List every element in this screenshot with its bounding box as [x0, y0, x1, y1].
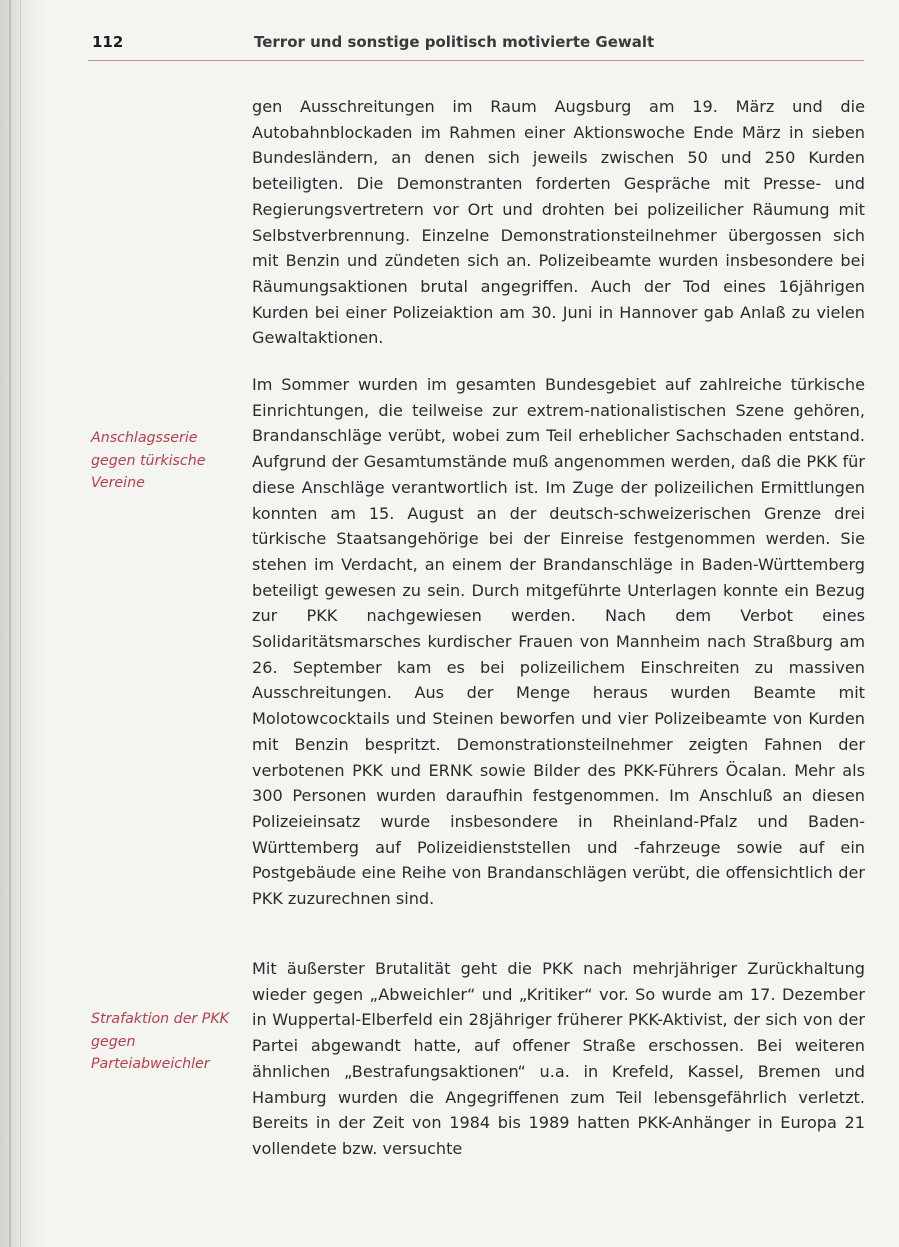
- paragraph: gen Ausschreitungen im Raum Augsburg am 19. März und die Autobahnblockaden im Rahmen einer Aktionswoche Ende März in sieben Bundesländern, an denen sich jeweils zwischen 50 und 250 Kurden beteiligten. Die Demonstranten forderten Gespräche mit Presse- und Regierungsvertretern vor Ort und drohten bei polizeilicher Räumung mit Selbstverbrennung. Einzelne Demonstrationsteilnehmer übergossen sich mit Benzin und zündeten sich an. Polizeibeamte wurden insbesondere bei Räumungsaktionen brutal angegriffen. Auch der Tod eines 16jährigen Kurden bei einer Polizeiaktion am 30. Juni in Hannover gab Anlaß zu vielen Gewaltaktionen.: [252, 97, 865, 348]
- spine-edge-line: [20, 0, 21, 1247]
- paragraph: Mit äußerster Brutalität geht die PKK nach mehrjähriger Zurückhaltung wieder gegen „Abweichler“ und „Kritiker“ vor. So wurde am 17. Dezember in Wuppertal-Elberfeld ein 28jähriger früherer PKK-Aktivist, der sich von der Partei abgewandt hatte, auf offener Straße erschossen. Bei weiteren ähnlichen „Bestrafungsaktionen“ u.a. in Krefeld, Kassel, Bremen und Hamburg wurden die Angegriffenen zum Teil lebensgefährlich verletzt. Bereits in der Zeit von 1984 bis 1989 hatten PKK-Anhänger in Europa 21 vollendete bzw. versuchte: [252, 959, 865, 1158]
- book-spine-shadow: [0, 0, 46, 1247]
- page-header: [92, 33, 862, 61]
- margin-note: Strafaktion der PKK gegen Parteiabweichler: [91, 1011, 229, 1073]
- paragraph: Im Sommer wurden im gesamten Bundesgebiet auf zahlreiche türkische Einrichtungen, die teilweise zur extrem-nationalistischen Szene gehören, Brandanschläge verübt, wobei zum Teil erheblicher Sachschaden entstand. Aufgrund der Gesamtumstände muß angenommen werden, daß die PKK für diese Anschläge verantwortlich ist. Im Zuge der polizeilichen Ermittlungen konnten am 15. August an der deutsch-schweizerischen Grenze drei türkische Staatsangehörige bei der Einreise festgenommen werden. Sie stehen im Verdacht, an einem der Brandanschläge in Baden-Württemberg beteiligt gewesen zu sein. Durch mitgeführte Unterlagen konnte ein Bezug zur PKK nachgewiesen werden. Nach dem Verbot eines Solidaritätsmarsches kurdischer Frauen von Mannheim nach Straßburg am 26. September kam es bei polizeilichem Einschreiten zu massiven Ausschreitungen. Aus der Menge heraus wurden Beamte mit Molotowcocktails und Steinen beworfen und vier Polizeibeamte von Kurden mit Benzin bespritzt. Demonstrationsteilnehmer zeigten Fahnen der verbotenen PKK und ERNK sowie Bilder des PKK-Führers Öcalan. Mehr als 300 Personen wurden daraufhin festgenommen. Im Anschluß an diesen Polizeieinsatz wurde insbesondere in Rheinland-Pfalz und Baden-Württemberg auf Polizeidienststellen und -fahrzeuge sowie auf ein Postgebäude eine Reihe von Brandanschlägen verübt, die offensichtlich der PKK zuzurechnen sind.: [252, 375, 865, 909]
- header-rule: [88, 60, 864, 61]
- running-title: Terror und sonstige politisch motivierte Gewalt: [254, 33, 655, 51]
- spine-edge-line: [9, 0, 11, 1247]
- margin-note: Anschlagsserie gegen türkische Vereine: [91, 430, 206, 492]
- page-number: 112: [92, 33, 124, 51]
